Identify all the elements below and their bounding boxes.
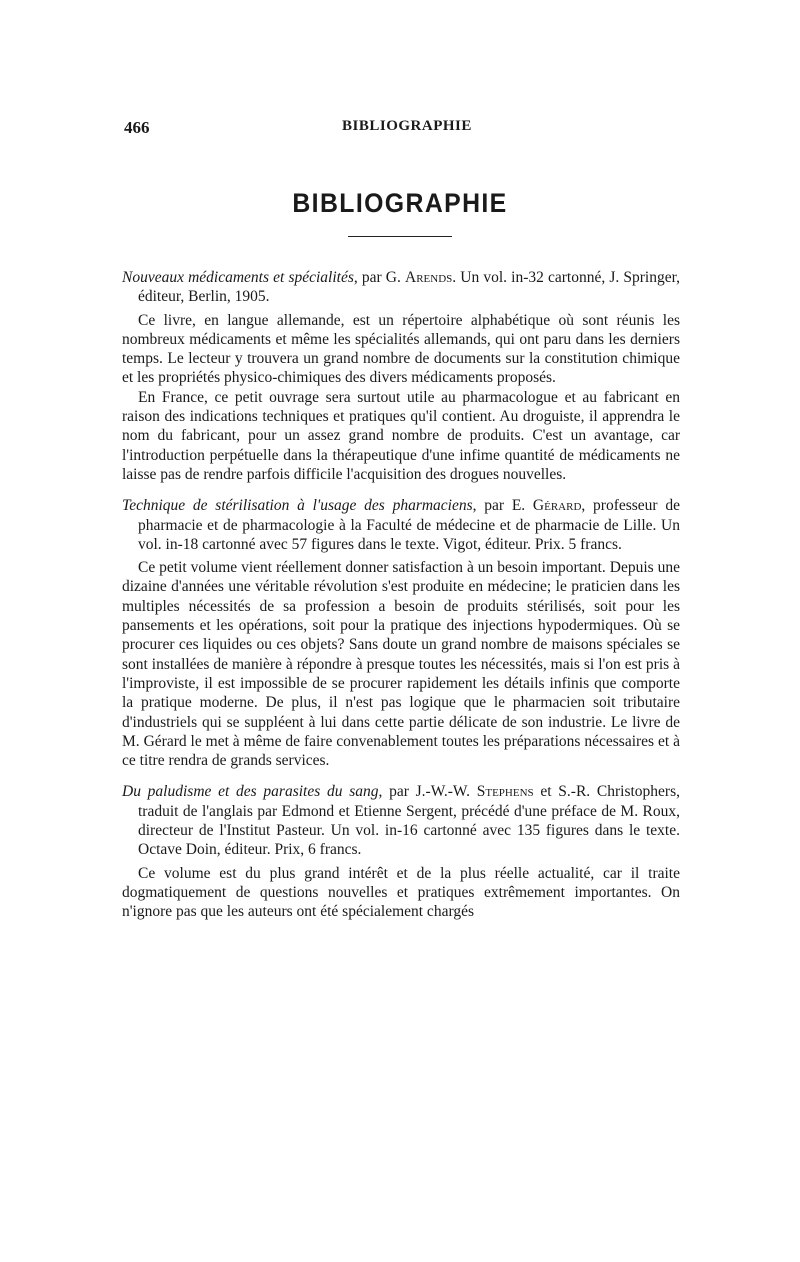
review-paragraph: En France, ce petit ouvrage sera surtout utile au pharmacologue et au fabricant en raison des indications techniques et pratiques qu'il contient. Au droguiste, il apprendra le nom du fabricant, pour un assez grand nombre de produits. C'est un avantage, car l'introduction perpétuelle dans la thérapeutique d'une infime quantité de médicaments ne laisse pas de rendre parfois difficile l'acquisition des drogues nouvelles. xyxy=(122,388,680,483)
bibliography-entry xyxy=(122,496,680,770)
author-name: Gérard xyxy=(532,497,582,515)
author-name: Arends xyxy=(405,269,453,286)
review-paragraph: Ce livre, en langue allemande, est un répertoire alphabétique où sont réunis les nombreux médicaments et même les spécialités allemands, qui ont paru dans les derniers temps. Le lecteur y trouvera un grand nombre de documents sur la constitution chimique et les propriétés physico-chimiques des divers médicaments proposés. xyxy=(122,311,680,387)
entry-citation: Du paludisme et des parasites du sang, par J.-W.-W. Stephens et S.-R. Christophers, traduit de l'anglais par Edmond et Etienne Sergent, précédé d'une préface de M. Roux, directeur de l'Institut Pasteur. Un vol. in-16 cartonné avec 135 figures dans le texte. Octave Doin, éditeur. Prix, 6 francs. xyxy=(122,783,680,859)
page-number: 466 xyxy=(124,118,150,137)
book-title: Technique de stérilisation à l'usage des pharmaciens xyxy=(122,497,473,515)
bibliography-entry xyxy=(122,268,680,484)
bibliography-body xyxy=(122,268,680,922)
running-title: BIBLIOGRAPHIE xyxy=(342,118,472,134)
book-title: Nouveaux médicaments et spécialités xyxy=(122,269,354,286)
bibliography-entry xyxy=(122,782,680,921)
entry-citation: Technique de stérilisation à l'usage des pharmaciens, par E. Gérard, professeur de pharmacie et de pharmacologie à la Faculté de médecine et de pharmacie de Lille. Un vol. in-18 cartonné avec 57 figures dans le texte. Vigot, éditeur. Prix. 5 francs. xyxy=(122,497,680,553)
section-title: BIBLIOGRAPHIE xyxy=(292,188,508,218)
review-paragraph: Ce volume est du plus grand intérêt et de la plus réelle actualité, car il traite dogmatiquement de questions nouvelles et pratiques extrêmement importantes. On n'ignore pas que les auteurs ont été spécialement chargés xyxy=(122,864,680,921)
author-name: Stephens xyxy=(476,783,534,801)
title-rule xyxy=(348,236,452,237)
review-paragraph: Ce petit volume vient réellement donner satisfaction à un besoin important. Depuis une dizaine d'années une véritable révolution s'est produite en médecine; le praticien dans les multiples nécessités de sa profession a besoin de produits stérilisés, soit pour les pansements et les opérations, soit pour la pratique des injections hypodermiques. Où se procurer ces liquides ou ces objets? Sans doute un grand nombre de maisons spéciales se sont installées de manière à répondre à presque toutes les nécessités, mais si l'on est pris à l'improviste, il est impossible de se procurer rapidement les détails infinis que comporte la pratique moderne. De plus, il n'est pas logique que le pharmacien soit tributaire d'industriels qui se suppléent à lui dans cette partie délicate de son industrie. Le livre de M. Gérard le met à même de faire convenablement toutes les préparations nécessaires et à ce titre rendra de grands services. xyxy=(122,559,680,770)
book-title: Du paludisme et des parasites du sang xyxy=(122,783,379,801)
entry-citation: Nouveaux médicaments et spécialités, par G. Arends. Un vol. in-32 cartonné, J. Springer, éditeur, Berlin, 1905. xyxy=(122,269,680,306)
